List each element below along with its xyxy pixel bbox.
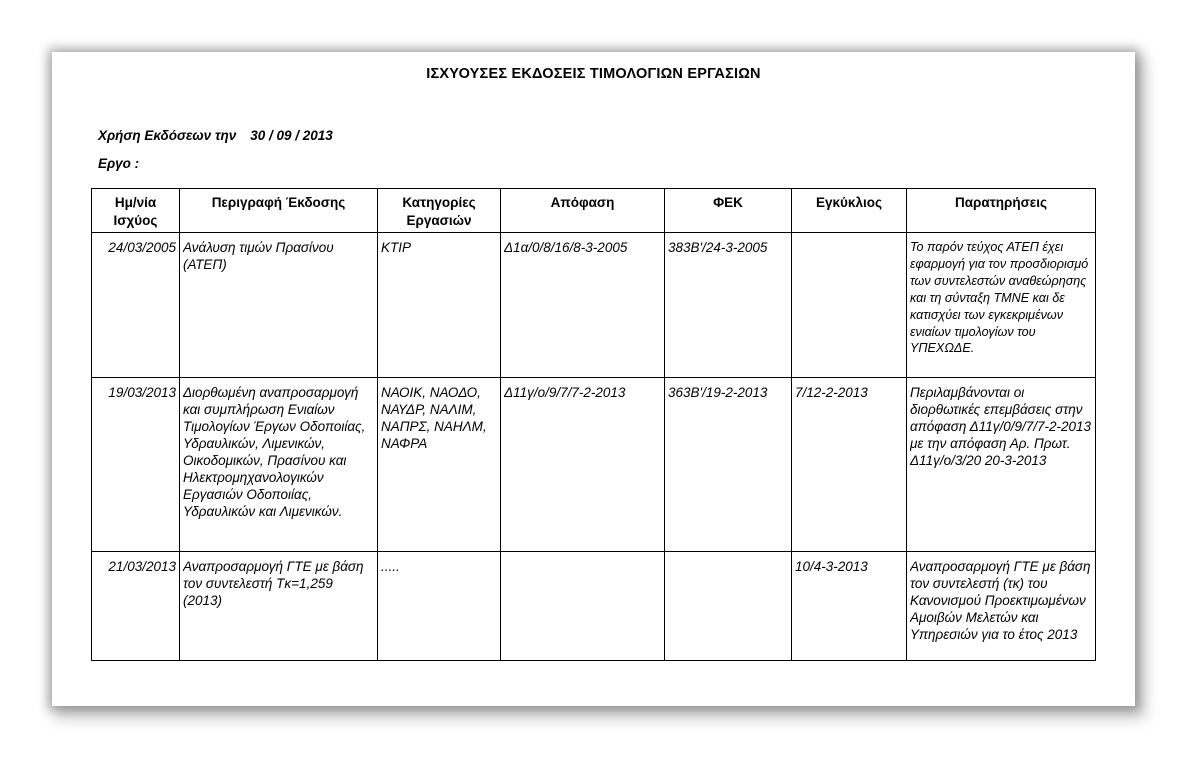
editions-table	[91, 188, 1096, 661]
cell-date: 19/03/2013	[92, 377, 180, 551]
cell-categories: ΚΤΙΡ	[378, 233, 501, 378]
header-description: Περιγραφή Έκδοσης	[180, 189, 378, 233]
cell-fek	[665, 551, 792, 660]
cell-categories: .....	[378, 551, 501, 660]
cell-decision: Δ1α/0/8/16/8-3-2005	[501, 233, 665, 378]
header-categories: Κατηγορίες Εργασιών	[378, 189, 501, 233]
project-line	[98, 156, 139, 171]
cell-notes: Το παρόν τεύχος ΑΤΕΠ έχει εφαρμογή για τον προσδιορισμό των συντελεστών αναθεώρησης και τη σύνταξη ΤΜΝΕ και δε κατισχύει των εγκεκριμένων ενιαίων τιμολογίων του ΥΠΕΧΩΔΕ.	[907, 233, 1096, 378]
cell-date: 21/03/2013	[92, 551, 180, 660]
cell-date: 24/03/2005	[92, 233, 180, 378]
cell-circular	[792, 233, 907, 378]
table-header-row	[92, 189, 1096, 233]
document-title: ΙΣΧΥΟΥΣΕΣ ΕΚΔΟΣΕΙΣ ΤΙΜΟΛΟΓΙΩΝ ΕΡΓΑΣΙΩΝ	[426, 66, 761, 82]
cell-fek: 383Β'/24-3-2005	[665, 233, 792, 378]
table-row	[92, 551, 1096, 660]
cell-description: Ανάλυση τιμών Πρασίνου (ΑΤΕΠ)	[180, 233, 378, 378]
header-notes: Παρατηρήσεις	[907, 189, 1096, 233]
cell-description: Διορθωμένη αναπροσαρμογή και συμπλήρωση Ενιαίων Τιμολογίων Έργων Οδοποιίας, Υδραυλικών, Λιμενικών, Οικοδομικών, Πρασίνου και Ηλεκτρομηχανολογικών Εργασιών Οδοποιίας, Υδραυλικών και Λιμενικών.	[180, 377, 378, 551]
document-page	[52, 52, 1135, 706]
cell-description: Αναπροσαρμογή ΓΤΕ με βάση τον συντελεστή Τκ=1,259 (2013)	[180, 551, 378, 660]
usage-label: Χρήση Εκδόσεων την	[98, 128, 237, 143]
usage-date: 30 / 09 / 2013	[250, 128, 333, 143]
cell-circular: 10/4-3-2013	[792, 551, 907, 660]
cell-categories: ΝΑΟΙΚ, ΝΑΟΔΟ, ΝΑΥΔΡ, ΝΑΛΙΜ, ΝΑΠΡΣ, ΝΑΗΛΜ, ΝΑΦΡΑ	[378, 377, 501, 551]
header-circular: Εγκύκλιος	[792, 189, 907, 233]
project-label: Εργο :	[98, 156, 140, 171]
cell-notes: Αναπροσαρμογή ΓΤΕ με βάση τον συντελεστή (τκ) του Κανονισμού Προεκτιμωμένων Αμοιβών Μελετών και Υπηρεσιών για το έτος 2013	[907, 551, 1096, 660]
header-fek: ΦΕΚ	[665, 189, 792, 233]
usage-date-line	[98, 128, 333, 143]
cell-decision	[501, 551, 665, 660]
cell-decision: Δ11γ/ο/9/7/7-2-2013	[501, 377, 665, 551]
header-date: Ημ/νία Ισχύος	[92, 189, 180, 233]
cell-notes: Περιλαμβάνονται οι διορθωτικές επεμβάσεις στην απόφαση Δ11γ/0/9/7/7-2-2013 με την απόφαση Αρ. Πρωτ. Δ11γ/ο/3/20 20-3-2013	[907, 377, 1096, 551]
cell-fek: 363Β'/19-2-2013	[665, 377, 792, 551]
table-row	[92, 233, 1096, 378]
table-row	[92, 377, 1096, 551]
header-decision: Απόφαση	[501, 189, 665, 233]
cell-circular: 7/12-2-2013	[792, 377, 907, 551]
